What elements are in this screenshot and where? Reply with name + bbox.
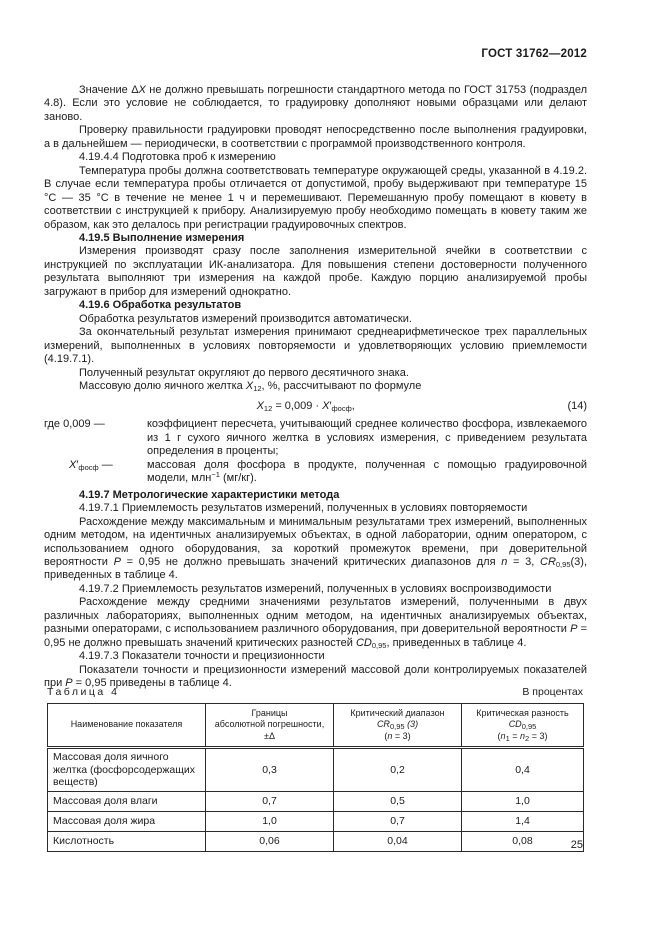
table-row xyxy=(48,831,584,851)
table-row xyxy=(48,811,584,831)
standard-number-header: ГОСТ 31762—2012 xyxy=(481,48,587,60)
definition-text: коэффициент пересчета, учитывающий среднее количество фосфора, извлекаемого из 1 г сухого яичного желтка в условиях измерения, с приведением результата определения в проценты; xyxy=(147,418,587,458)
table-row xyxy=(48,791,584,811)
table-header-error-limits: Границы абсолютной погрешности, ±Δ xyxy=(206,704,334,748)
paragraph: Показатели точности и прецизионности измерений массовой доли контролируемых показателей при P = 0,95 приведены в таблице 4. xyxy=(44,663,587,690)
definition-term: $X'_{фосф}$ — xyxy=(69,458,113,472)
page-number: 25 xyxy=(570,839,583,851)
table-cell-value: 0,04 xyxy=(334,831,462,851)
table-cell-name: Массовая доля яичного желтка (фосфорсодержащих веществ) xyxy=(48,748,206,792)
section-heading-4-19-4-4: 4.19.4.4 Подготовка проб к измерению xyxy=(79,151,276,164)
definition-term: где 0,009 — xyxy=(44,418,105,431)
paragraph: За окончательный результат измерения принимают среднеарифметическое трех параллельных измерений, выполненных в условиях повторяемости и удовлетворяющих условию приемлемости (4.19.7.1). xyxy=(44,326,587,366)
table-cell-value: 0,3 xyxy=(206,748,334,792)
table-label: Таблица 4 xyxy=(47,686,120,698)
paragraph: Обработка результатов измерений производится автоматически. xyxy=(79,312,412,325)
table-unit-note: В процентах xyxy=(522,686,583,698)
table-cell-name: Массовая доля жира xyxy=(48,811,206,831)
table-row xyxy=(48,748,584,792)
section-heading-4-19-7: 4.19.7 Метрологические характеристики метода xyxy=(79,488,340,501)
table-cell-value: 1,4 xyxy=(462,811,584,831)
table-header-critical-difference: Критическая разность $CD_{0,95}$ $(n_1 = n_2 = 3)$ xyxy=(462,704,584,748)
paragraph: Температура пробы должна соответствовать температуре окружающей среды, указанной в 4.19.2. В случае если температура пробы отличается от допустимой, пробу выдерживают при температуре 15 °С — 35 °С в течение не менее 1 ч и перемешивают. Перемешанную пробу помещают в кювету в соответствии с инструкцией к прибору. Анализируемую пробу необходимо помещать в кювету таким же образом, как это делалось при регистрации градуировочных спектров. xyxy=(44,164,587,231)
paragraph: Измерения производят сразу после заполнения измерительной ячейки в соответствии с инструкцией по эксплуатации ИК-анализатора. Для повышения степени достоверности полученного результата выполняют три измерения на каждой пробе. Каждую порцию анализируемой пробы загружают в прибор для измерений однократно. xyxy=(44,245,587,298)
table-cell-value: 0,5 xyxy=(334,791,462,811)
formula-expression: $X_{12} = 0,009 \cdot X'_{фосф}$, xyxy=(256,400,355,414)
definition-item xyxy=(44,418,587,458)
table-header-row xyxy=(48,704,584,748)
formula-definitions xyxy=(44,418,587,485)
paragraph: Расхождение между средними значениями результатов измерений, полученными в двух различных лабораториях, выполненных одним методом, на идентичных анализируемых объектах, разными операторами, с использованием различного оборудования, при доверительной вероятности P = 0,95 не должно превышать значений критических разностей $CD_{0,95}$, приведенных в таблице 4. xyxy=(44,596,587,650)
table-caption-row xyxy=(47,686,583,698)
table-cell-name: Кислотность xyxy=(48,831,206,851)
paragraph: Полученный результат округляют до первого десятичного знака. xyxy=(79,366,409,379)
table-cell-value: 0,2 xyxy=(334,748,462,792)
table-cell-value: 1,0 xyxy=(462,791,584,811)
formula-14 xyxy=(44,400,587,412)
table-header-critical-range: Критический диапазон $CR_{0,95}$ (3) (n = 3) xyxy=(334,704,462,748)
paragraph: Расхождение между максимальным и минимальным результатами трех измерений, выполненных одним методом, на идентичных анализируемых объектах, в одной лаборатории, одним оператором, с использованием одного оборудования, за короткий промежуток времени, при доверительной вероятности P = 0,95 не должно превышать значений критических диапазонов для n = 3, $CR_{0,95}(3)$, приведенных в таблице 4. xyxy=(44,515,587,582)
section-heading-4-19-6: 4.19.6 Обработка результатов xyxy=(79,299,242,312)
table-cell-value: 0,7 xyxy=(206,791,334,811)
paragraph: Проверку правильности градуировки проводят непосредственно после выполнения градуировки, а в дальнейшем — периодически, в соответствии с программой производственного контроля. xyxy=(44,124,587,150)
section-heading-4-19-5: 4.19.5 Выполнение измерения xyxy=(79,231,245,244)
section-heading-4-19-7-2: 4.19.7.2 Приемлемость результатов измерений, полученных в условиях воспроизводимости xyxy=(79,582,552,595)
table-cell-value: 1,0 xyxy=(206,811,334,831)
table-header-indicator: Наименование показателя xyxy=(48,704,206,748)
section-heading-4-19-7-1: 4.19.7.1 Приемлемость результатов измерений, полученных в условиях повторяемости xyxy=(79,502,528,515)
table-cell-value: 0,06 xyxy=(206,831,334,851)
results-table xyxy=(47,703,584,852)
table-cell-value: 0,08 xyxy=(462,831,584,851)
table-cell-value: 0,4 xyxy=(462,748,584,792)
body-text xyxy=(44,84,587,690)
definition-item xyxy=(44,459,587,486)
table-cell-value: 0,7 xyxy=(334,811,462,831)
table-4-section xyxy=(47,686,583,852)
formula-number: (14) xyxy=(567,400,587,413)
table-cell-name: Массовая доля влаги xyxy=(48,791,206,811)
paragraph: Значение ΔX не должно превышать погрешности стандартного метода по ГОСТ 31753 (подраздел 4.8). Если это условие не соблюдается, то градуировку дополняют новыми образцами или делают заново. xyxy=(44,84,587,123)
section-heading-4-19-7-3: 4.19.7.3 Показатели точности и прецизионности xyxy=(79,650,325,663)
definition-text: массовая доля фосфора в продукте, полученная с помощью градуировочной модели, млн$^{-1}$ (мг/кг). xyxy=(147,458,587,485)
paragraph: Массовую долю яичного желтка $X_{12}$, %, рассчитывают по формуле xyxy=(79,379,422,393)
